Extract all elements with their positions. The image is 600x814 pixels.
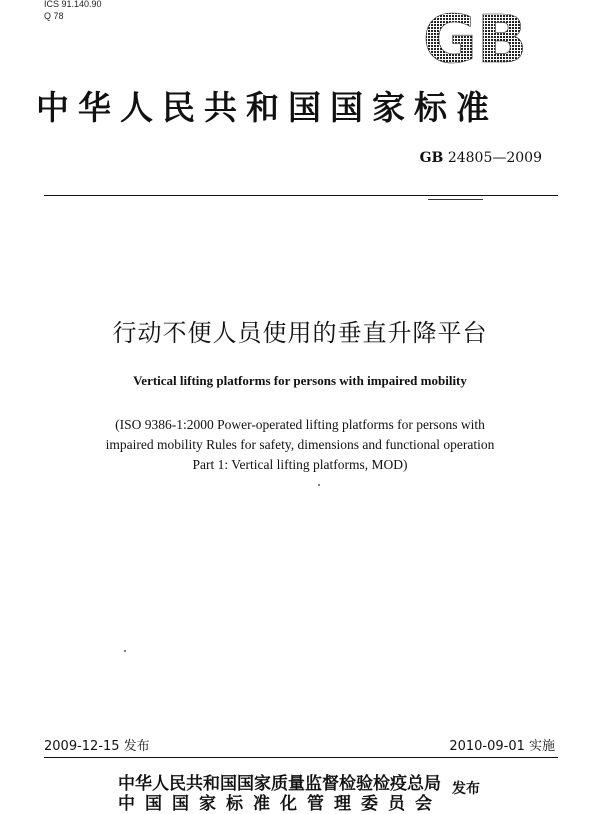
speck	[124, 650, 126, 652]
english-title: Vertical lifting platforms for persons with impaired mobility	[133, 373, 467, 388]
footer-divider	[44, 757, 558, 758]
header-divider-short	[428, 199, 483, 200]
ics-code: ICS 91.140.90	[44, 0, 102, 9]
standard-number-prefix: GB	[419, 150, 444, 166]
iso-equivalence-line-3: Part 1: Vertical lifting platforms, MOD)	[192, 457, 408, 472]
iso-equivalence-line-1: (ISO 9386-1:2000 Power-operated lifting platforms for persons with	[115, 417, 485, 432]
release-date: 2009-12-15 发布	[44, 739, 150, 754]
iso-equivalence-line-2: impaired mobility Rules for safety, dimensions and functional operation	[105, 437, 495, 452]
national-standard-title: 中华人民共和国国家标准	[36, 88, 498, 127]
standard-number	[420, 150, 542, 166]
logo-text: GB	[422, 1, 528, 78]
issuer-line-2: 中国国家标准化管理委员会	[118, 794, 442, 814]
ccs-code: Q 78	[44, 11, 64, 21]
speck	[318, 484, 320, 486]
gb-logo-icon	[398, 1, 553, 78]
chinese-title: 行动不便人员使用的垂直升降平台	[112, 319, 488, 347]
implementation-date: 2010-09-01 实施	[449, 739, 555, 754]
header-divider	[44, 195, 558, 196]
issue-label: 发布	[452, 781, 480, 797]
issuer-line-1: 中华人民共和国国家质量监督检验检疫总局	[118, 774, 441, 794]
standard-number-value: 24805—2009	[447, 150, 542, 166]
